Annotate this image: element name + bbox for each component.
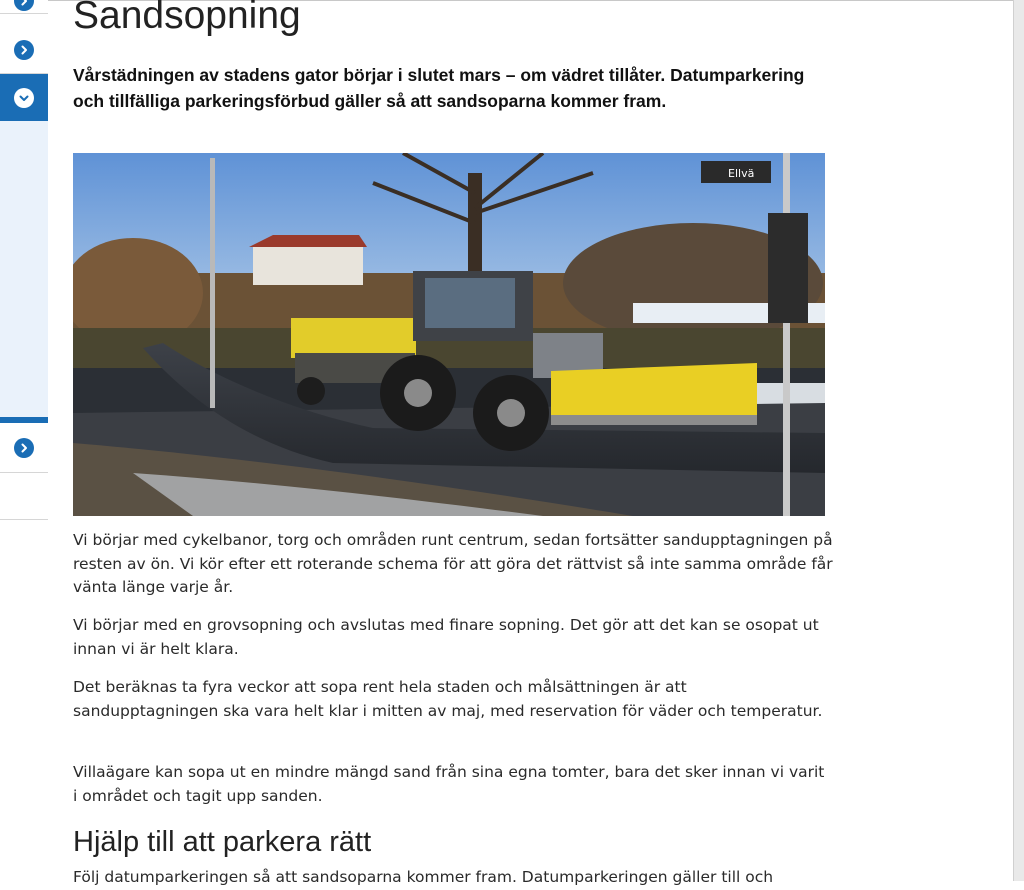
article-photo	[73, 153, 825, 516]
section-heading: Hjälp till att parkera rätt	[73, 826, 372, 858]
chevron-right-icon[interactable]	[14, 40, 34, 60]
article-paragraph: Villaägare kan sopa ut en mindre mängd sand från sina egna tomter, bara det sker innan vi varit i området och tagit upp sanden.	[73, 763, 825, 805]
sidebar-divider	[0, 519, 48, 520]
chevron-right-icon[interactable]	[14, 0, 34, 11]
sidebar-item-1[interactable]	[0, 26, 48, 74]
sidebar-item-0[interactable]	[0, 0, 48, 14]
sidebar-nav	[0, 0, 48, 881]
chevron-right-icon[interactable]	[14, 438, 34, 458]
article-paragraph: Vi börjar med cykelbanor, torg och områden runt centrum, sedan fortsätter sandupptagningen på resten av ön. Vi kör efter ett roterande schema för att göra det rättvist så inte samma område får vänta länge varje år.	[73, 531, 833, 596]
sidebar-item-3[interactable]	[0, 423, 48, 473]
street-sweeper-tractor-photo	[73, 153, 825, 516]
sidebar-item-active[interactable]	[0, 74, 48, 121]
chevron-down-icon[interactable]	[14, 88, 34, 108]
street-sign-text: Ellvä	[728, 167, 755, 180]
article-paragraph: Vi börjar med en grovsopning och avslutas med finare sopning. Det gör att det kan se osopat ut innan vi är helt klara.	[73, 616, 819, 658]
sidebar-submenu-panel	[0, 121, 48, 417]
article-lead: Vårstädningen av stadens gator börjar i slutet mars – om vädret tillåter. Datumparkering och tillfälliga parkeringsförbud gäller så att sandsoparna kommer fram.	[73, 65, 805, 111]
page-scrollbar[interactable]	[1013, 0, 1024, 881]
page-title: Sandsopning	[73, 0, 301, 37]
article-paragraph: Det beräknas ta fyra veckor att sopa rent hela staden och målsättningen är att sandupptagningen ska vara helt klar i mitten av maj, med reservation för väder och temperatur.	[73, 678, 823, 720]
section-paragraph: Följ datumparkeringen så att sandsoparna kommer fram. Datumparkeringen gäller till och	[73, 868, 774, 886]
